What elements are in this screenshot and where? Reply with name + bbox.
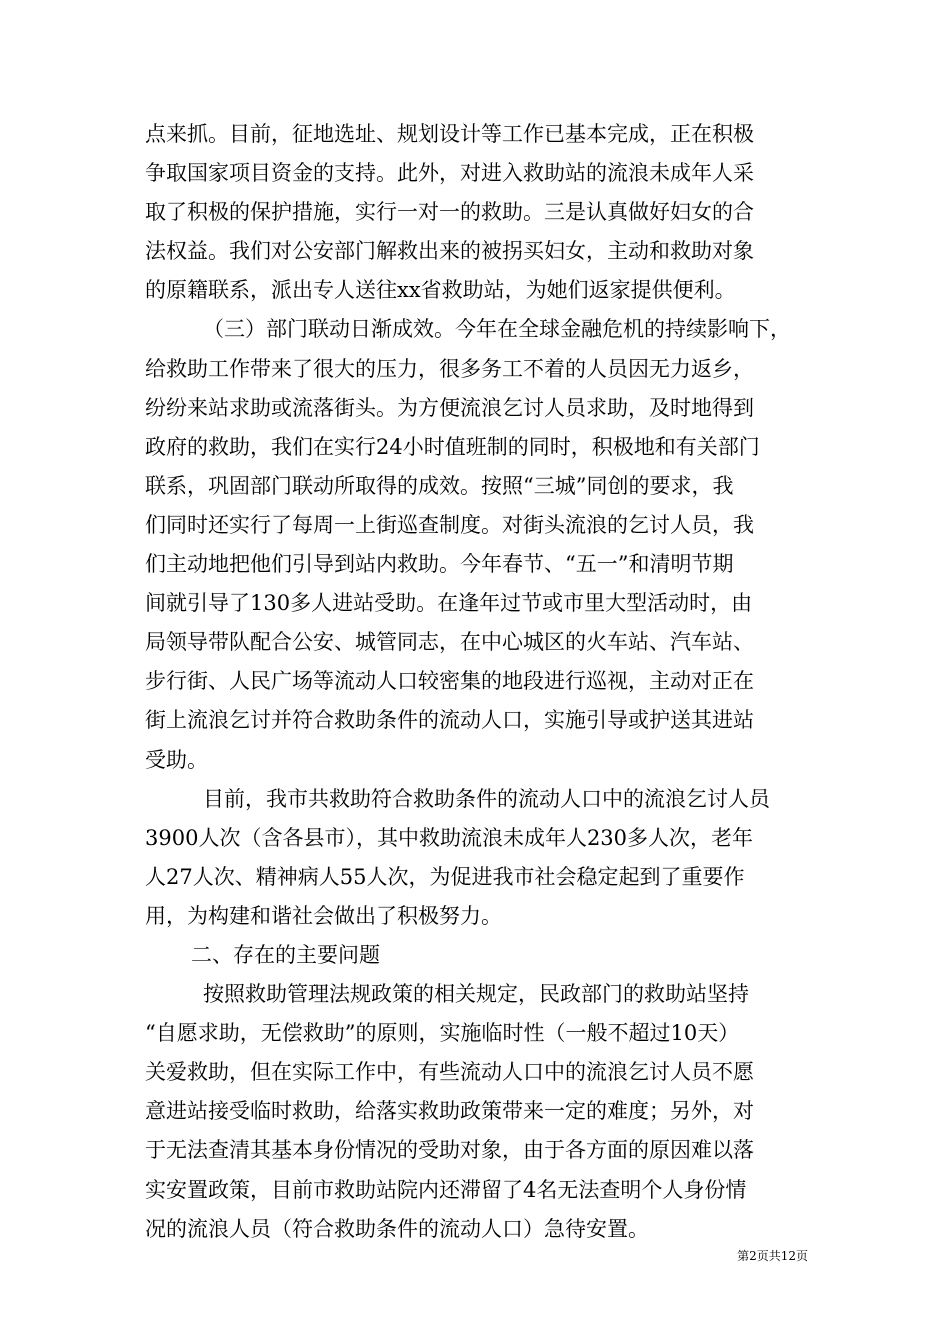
body-line: 意进站接受临时救助，给落实救助政策带来一定的难度；另外，对 <box>145 1099 754 1124</box>
body-line: 取了积极的保护措施，实行一对一的救助。三是认真做好妇女的合 <box>145 200 754 225</box>
paragraph-start-line: 按照救助管理法规政策的相关规定，民政部门的救助站坚持 <box>203 982 749 1007</box>
body-line: 政府的救助，我们在实行24小时值班制的同时，积极地和有关部门 <box>145 434 760 459</box>
body-line: 们主动地把他们引导到站内救助。今年春节、“五一”和清明节期 <box>145 552 734 577</box>
body-line: 局领导带队配合公安、城管同志，在中心城区的火车站、汽车站、 <box>145 630 754 655</box>
body-line: 用，为构建和谐社会做出了积极努力。 <box>145 903 502 928</box>
body-line: 步行街、人民广场等流动人口较密集的地段进行巡视，主动对正在 <box>145 669 754 694</box>
body-line: 况的流浪人员（符合救助条件的流动人口）急待安置。 <box>145 1216 649 1241</box>
body-line: 间就引导了130多人进站受助。在逢年过节或市里大型活动时，由 <box>145 591 753 616</box>
paragraph-start-line: 目前，我市共救助符合救助条件的流动人口中的流浪乞讨人员 <box>203 786 770 811</box>
page-number: 第2页共12页 <box>737 1249 808 1263</box>
body-line: “自愿求助，无偿救助”的原则，实施临时性（一般不超过10天） <box>145 1021 740 1046</box>
section-title: 二、存在的主要问题 <box>191 942 380 967</box>
body-line: 关爱救助，但在实际工作中，有些流动人口中的流浪乞讨人员不愿 <box>145 1060 754 1085</box>
body-line: 实安置政策，目前市救助站院内还滞留了4名无法查明个人身份情 <box>145 1177 747 1202</box>
body-line: 人27人次、精神病人55人次，为促进我市社会稳定起到了重要作 <box>145 864 745 889</box>
document-body <box>145 118 809 1252</box>
body-line: 街上流浪乞讨并符合救助条件的流动人口，实施引导或护送其进站 <box>145 708 754 733</box>
body-line: 们同时还实行了每周一上街巡查制度。对街头流浪的乞讨人员，我 <box>145 512 754 537</box>
body-line: 法权益。我们对公安部门解救出来的被拐买妇女，主动和救助对象 <box>145 239 754 264</box>
body-line: 于无法查清其基本身份情况的受助对象，由于各方面的原因难以落 <box>145 1138 754 1163</box>
section-heading-line: （三）部门联动日渐成效。今年在全球金融危机的持续影响下， <box>203 317 791 342</box>
body-line: 争取国家项目资金的支持。此外，对进入救助站的流浪未成年人采 <box>145 161 754 186</box>
body-line: 纷纷来站求助或流落街头。为方便流浪乞讨人员求助，及时地得到 <box>145 395 754 420</box>
body-line: 的原籍联系，派出专人送往xx省救助站，为她们返家提供便利。 <box>145 278 736 303</box>
body-line: 受助。 <box>145 747 208 772</box>
body-line: 给救助工作带来了很大的压力，很多务工不着的人员因无力返乡， <box>145 356 754 381</box>
body-line: 联系，巩固部门联动所取得的成效。按照“三城”同创的要求，我 <box>145 473 734 498</box>
body-line: 3900人次（含各县市），其中救助流浪未成年人230多人次，老年 <box>145 825 754 850</box>
body-line: 点来抓。目前，征地选址、规划设计等工作已基本完成，正在积极 <box>145 122 754 146</box>
